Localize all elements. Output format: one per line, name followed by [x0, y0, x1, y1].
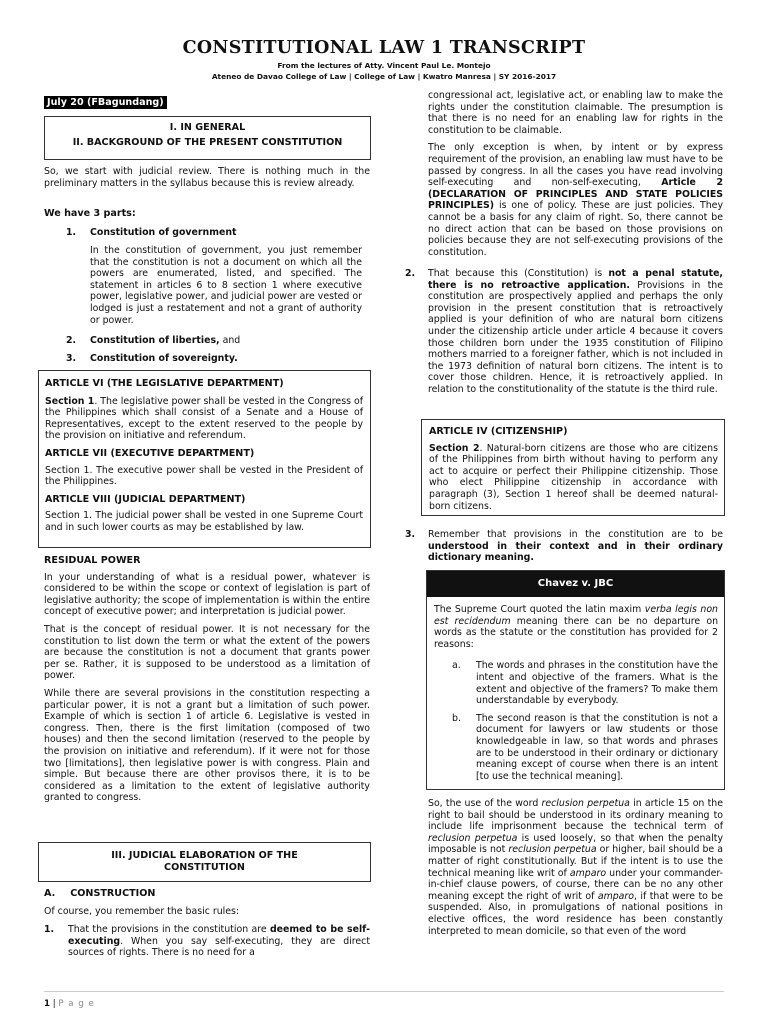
- part-1-text: In the constitution of government, you just remember that the constitution is not a document on which all the powers are enumerated, listed, and specified. The statement in articles 6 to 8 section 1 where executive power, legislative power, and judicial power are vested or lodged is just a restatement and not a grant of authority or power.: [90, 245, 362, 326]
- rule-3: 3. Remember that provisions in the constitution are to be understood in their context and in their ordinary dictionary meaning.: [405, 529, 723, 564]
- page-footer: 1 | P a g e: [44, 999, 95, 1009]
- part-1-number: 1.: [66, 227, 77, 238]
- part-2: 2. Constitution of liberties, and: [66, 335, 241, 346]
- article-4-heading: ARTICLE IV (CITIZENSHIP): [429, 426, 568, 437]
- date-label: July 20 (FBagundang): [44, 96, 167, 109]
- part-1-title: Constitution of government: [90, 227, 237, 238]
- article-6-text: Section 1. The legislative power shall be vested in the Congress of the Philippines which shall consist of a Senate and a House of Representatives, except to the extent reserved to the people by the provision on initiative and referendum.: [45, 395, 364, 442]
- residual-paragraph-1: In your understanding of what is a residual power, whatever is considered to be within the scope or context of legislation is part of legislative authority; the scope of implementation is within the entire concept of executive power; and interpretation is judicial power.: [44, 571, 370, 618]
- article-8-heading: ARTICLE VIII (JUDICIAL DEPARTMENT): [45, 493, 246, 505]
- part-3: 3. Constitution of sovereignty.: [66, 353, 238, 364]
- heading-background: II. BACKGROUND OF THE PRESENT CONSTITUTION: [72, 137, 343, 148]
- chavez-box: [426, 570, 725, 790]
- reclusion-paragraph: So, the use of the word reclusion perpetua in article 15 on the right to bail should be understood in its ordinary meaning to include life imprisonment because the technical term of reclusion perpetua is used loosely, so that when the penalty imposable is not reclusion perpetua or higher, bail should be a matter of right constitutionally. But if the intent is to use the technical meaning like writ of amparo under your commander-in-chief clause powers, of course, there can be no any other meaning except the right of writ of amparo, if that were to be suspended. Also, in promulgations of national positions in elective offices, the word residence has been constantly interpreted to mean domicile, so that even of the word: [428, 798, 723, 937]
- articles-box: [38, 370, 371, 548]
- article-7-heading: ARTICLE VII (EXECUTIVE DEPARTMENT): [45, 447, 255, 459]
- rule-1: 1. That the provisions in the constitution are deemed to be self-executing. When you say self-executing, they are direct sources of rights. There is no need for a: [44, 924, 370, 959]
- right-paragraph-1: congressional act, legislative act, or enabling law to make the rights under the constitution claimable. The presumption is that there is no need for an enabling law for rights in the constitution to be claimable. The only exception is when, by intent or by express requirement of the provision, an enabling law must have to be passed by congress. In all the cases you have read involving self-executing and non-self-executing, Article 2 (DECLARATION OF PRINCIPLES AND STATE POLICIES PRINCIPLES) is one of policy. These are just policies. They cannot be a basis for any claim of right. So, there cannot be no direct action that can be based on those provisions on policies because they are not self-executing provisions of the constitution.: [428, 90, 723, 258]
- footer-divider: [44, 991, 724, 992]
- right-paragraph-2: The only exception is when, by intent or by express requirement of the provision, an enabling law must have to be passed by congress. In all the cases you have read involving self-executing and non-self-executing, Article 2 (DECLARATION OF PRINCIPLES AND STATE POLICIES PRINCIPLES) is one of policy. These are just policies. They cannot be a basis for any claim of right. So, there cannot be no direct action that can be based on those provisions on policies because they are not self-executing provisions of the constitution.: [428, 142, 723, 258]
- section-box-judicial: [38, 842, 371, 882]
- article-4-box: [421, 419, 725, 516]
- three-parts-label: We have 3 parts:: [44, 208, 136, 219]
- residual-paragraph-3: While there are several provisions in the constitution respecting a particular power, it is not a grant but a limitation of such power. Example of which is section 1 of article 6. Legislative is vested in congress. Then, there is the first limitation (composed of two houses) and then the second limitation (reserved to the people by the provision on initiative and referendum). If it were not for those two [limitations], then legislative power is with congress. Plain and simple. But because there are other provisos there, it is to be considered as a limitation to the extent of legislative authority granted to congress.: [44, 687, 370, 804]
- chavez-intro: The Supreme Court quoted the latin maxim verba legis non est recidendum meaning there can be no departure on words as the statute or the constitution has provided for 2 reasons:: [434, 604, 719, 650]
- chavez-heading: Chavez v. JBC: [427, 571, 724, 597]
- section-box-general: [44, 116, 371, 160]
- basic-rules-line: Of course, you remember the basic rules:: [44, 906, 240, 917]
- intro-paragraph: So, we start with judicial review. There is nothing much in the preliminary matters in the syllabus because this is review already.: [44, 166, 370, 189]
- article-8-text: Section 1. The judicial power shall be vested in one Supreme Court and in such lower courts as may be established by law.: [45, 510, 363, 533]
- rule-2: 2. That because this (Constitution) is not a penal statute, there is no retroactive application. Provisions in the constitution are prospectively applied and perhaps the only provision in the present constitution that is retroactively applied is your definition of who are natural born citizens under the citizenship article under article 4 because it covers those children born under the 1935 constitution of Filipino mothers married to a foreigner father, which is not included in the 1973 definition of natural born citizens. The intent is to cover those children. Hence, it is retroactively applied. In relation to the constitutionality of the statute is the third rule.: [405, 268, 724, 395]
- heading-in-general: I. IN GENERAL: [169, 122, 246, 133]
- part-3-title: Constitution of sovereignty.: [90, 353, 238, 364]
- page-title: CONSTITUTIONAL LAW 1 TRANSCRIPT: [182, 38, 586, 58]
- article-7-text: Section 1. The executive power shall be vested in the President of the Philippines.: [45, 464, 363, 488]
- article-4-text: Section 2. Natural-born citizens are those who are citizens of the Philippines from birth without having to perform any act to acquire or perfect their Philippine citizenship. Those who elect Philippine citizenship in accordance with paragraph (3), Section 1 hereof shall be deemed natural-born citizens.: [429, 442, 719, 512]
- heading-judicial-elaboration: III. JUDICIAL ELABORATION OF THE CONSTITUTION: [111, 850, 298, 873]
- construction-heading: A. CONSTRUCTION: [44, 888, 156, 899]
- part-1: [44, 227, 370, 239]
- residual-section: [44, 555, 370, 804]
- chavez-reason-a: a. The words and phrases in the constitution have the intent and objective of the framers. What is the extent and objective of the framers? To make them understandable by everybody.: [452, 660, 718, 707]
- article-6-heading: ARTICLE VI (THE LEGISLATIVE DEPARTMENT): [45, 378, 284, 389]
- residual-paragraph-2: That is the concept of residual power. It is not necessary for the constitution to list down the term or what the extent of the powers are because the constitution is not a document that grants power per se. Rather, it is supposed to be understood as a limitation of power.: [44, 623, 370, 682]
- part-2-title: Constitution of liberties,: [90, 335, 220, 346]
- subtitle-lecturer: From the lectures of Atty. Vincent Paul Le. Montejo: [277, 61, 491, 70]
- page-number: 1: [44, 999, 50, 1009]
- page-label: P a g e: [58, 999, 95, 1009]
- subtitle-school: Ateneo de Davao College of Law | College of Law | Kwatro Manresa | SY 2016-2017: [211, 72, 557, 81]
- residual-heading: RESIDUAL POWER: [44, 555, 141, 566]
- chavez-reason-b: b. The second reason is that the constitution is not a document for lawyers or law students or those knowledgeable in law, so that words and phrases are to be understood in their ordinary or dictionary meaning except of course when there is an intent [to use the technical meaning].: [452, 712, 718, 782]
